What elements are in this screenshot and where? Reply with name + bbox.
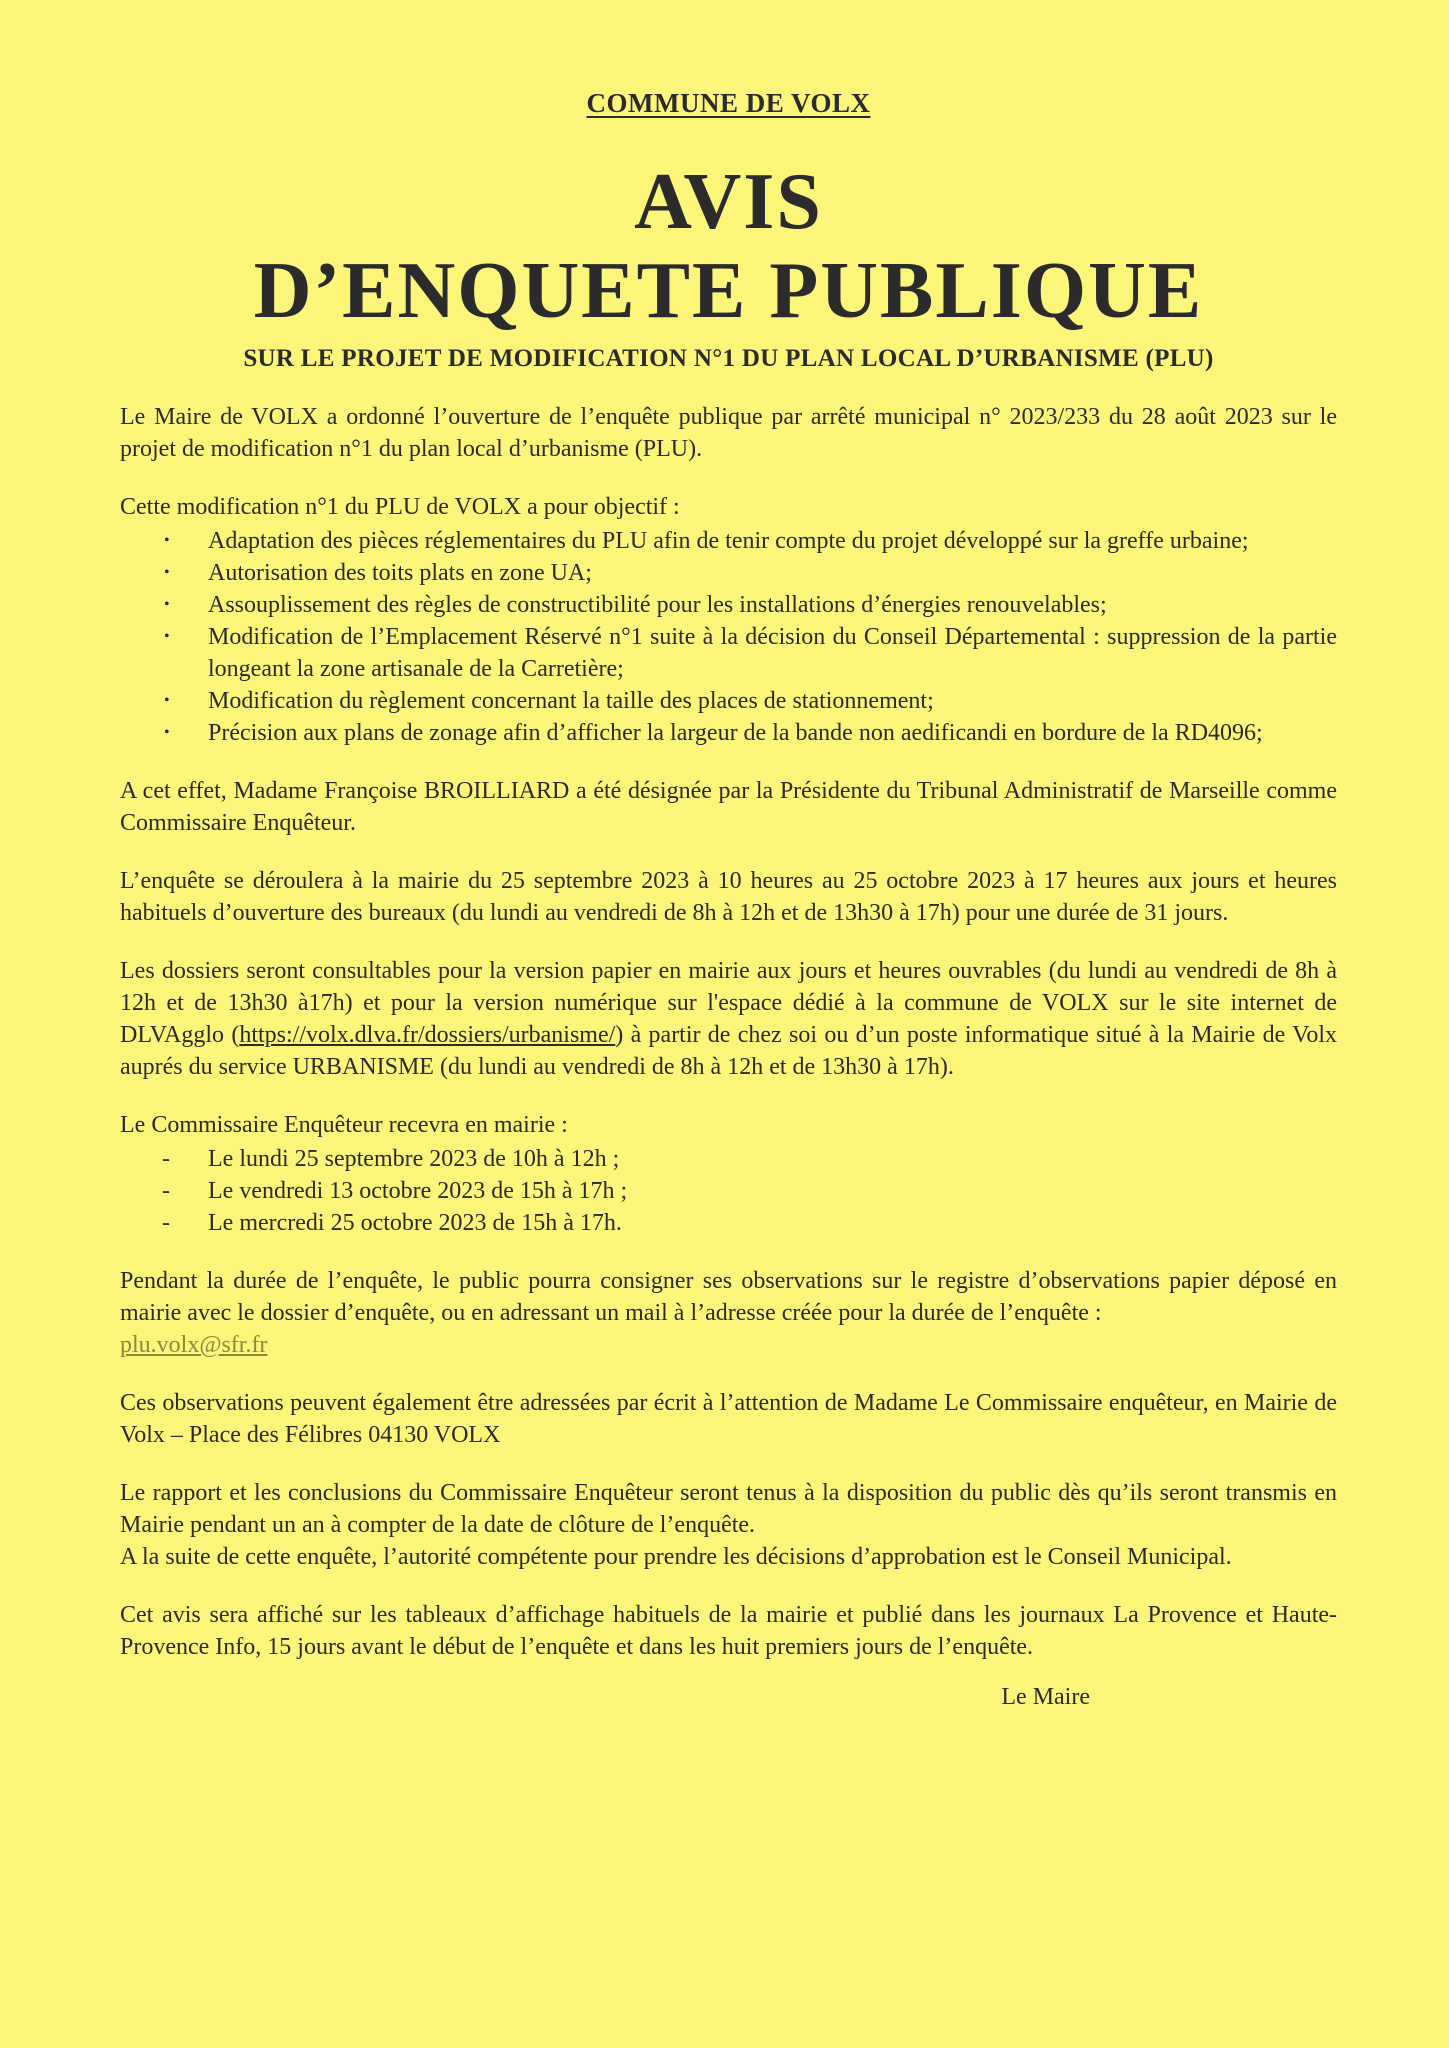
list-item: • Précision aux plans de zonage afin d’afficher la largeur de la bande non aedificandi en bordure de la RD4096; [208,717,1337,749]
dossiers-paragraph [120,955,1337,1083]
commissioner-text: A cet effet, Madame Françoise BROILLIARD a été désignée par la Présidente du Tribunal Administratif de Marseille comme Commissaire Enquêteur. [120,778,1337,836]
intro-paragraph [120,401,1337,465]
authority-text: A la suite de cette enquête, l’autorité compétente pour prendre les décisions d’approbation est le Conseil Municipal. [120,1544,1232,1570]
email-link[interactable]: plu.volx@sfr.fr [120,1332,268,1358]
list-item: • Adaptation des pièces réglementaires du PLU afin de tenir compte du projet développé sur la greffe urbaine; [208,525,1337,557]
publication-text: Cet avis sera affiché sur les tableaux d’affichage habituels de la mairie et publié dans les journaux La Provence et Haute-Provence Info, 15 jours avant le début de l’enquête et dans les huit premiers jours de l’enquête. [120,1602,1337,1660]
objectives-intro: Cette modification n°1 du PLU de VOLX a pour objectif : [120,494,680,520]
observations-paragraph [120,1265,1337,1361]
list-item: • Modification du règlement concernant la taille des places de stationnement; [208,685,1337,717]
commissioner-paragraph [120,775,1337,839]
schedule-text: L’enquête se déroulera à la mairie du 25 septembre 2023 à 10 heures au 25 octobre 2023 à 17 heures aux jours et heures habituels d’ouverture des bureaux (du lundi au vendredi de 8h à 12h et de 13h30 à 17h) pour une durée de 31 jours. [120,868,1337,926]
dossiers-text-part1: Les dossiers seront consultables pour la version papier en mairie aux jours et heures ouvrables (du lundi au vendredi de 8h à 12h et de 13h30 à17h) et pour la version numérique sur l'espace dédié à la commune de VOLX sur le site internet de DLVAgglo ( [120,958,1337,1048]
dossiers-url-link[interactable]: https://volx.dlva.fr/dossiers/urbanisme/ [239,1022,616,1048]
permanences-list [120,1143,1337,1239]
dossiers-text [120,955,1337,1083]
observations-text: Pendant la durée de l’enquête, le public pourra consigner ses observations sur le registre d’observations papier déposé en mairie avec le dossier d’enquête, ou en adressant un mail à l’adresse créée pour la durée de l’enquête : [120,1268,1337,1326]
list-item: • Assouplissement des règles de constructibilité pour les installations d’énergies renouvelables; [208,589,1337,621]
title-avis: AVIS [634,158,823,246]
report-text: Le rapport et les conclusions du Commissaire Enquêteur seront tenus à la disposition du public dès qu’ils seront transmis en Mairie pendant un an à compter de la date de clôture de l’enquête. [120,1480,1337,1538]
dossiers-text-part2: ) à partir de chez soi ou d’un poste informatique situé à la Mairie de Volx auprés du service URBANISME (du lundi au vendredi de 8h à 12h et de 13h30 à 17h). [120,1022,1337,1080]
objectives-list [120,525,1337,749]
signature: Le Maire [1001,1684,1090,1710]
publication-paragraph [120,1599,1337,1663]
list-item: • Autorisation des toits plats en zone UA; [208,557,1337,589]
list-item: - Le lundi 25 septembre 2023 de 10h à 12h ; [208,1143,1337,1175]
written-text: Ces observations peuvent également être adressées par écrit à l’attention de Madame Le Commissaire enquêteur, en Mairie de Volx – Place des Félibres 04130 VOLX [120,1390,1337,1448]
list-item: • Modification de l’Emplacement Réservé n°1 suite à la décision du Conseil Départemental : suppression de la partie longeant la zone artisanale de la Carretière; [208,621,1337,685]
title-enquete-publique: D’ENQUETE PUBLIQUE [253,247,1204,335]
list-item: - Le mercredi 25 octobre 2023 de 15h à 17h. [208,1207,1337,1239]
written-paragraph [120,1387,1337,1451]
email-line [120,1329,1337,1361]
list-item: - Le vendredi 13 octobre 2023 de 15h à 17h ; [208,1175,1337,1207]
schedule-paragraph [120,865,1337,929]
permanences-section [120,1109,1337,1239]
report-paragraph [120,1477,1337,1573]
permanences-intro: Le Commissaire Enquêteur recevra en mairie : [120,1112,568,1138]
objectives-section [120,491,1337,749]
commune-heading: COMMUNE DE VOLX [586,88,871,118]
intro-text: Le Maire de VOLX a ordonné l’ouverture de l’enquête publique par arrêté municipal n° 2023/233 du 28 août 2023 sur le projet de modification n°1 du plan local d’urbanisme (PLU). [120,404,1337,462]
subtitle: SUR LE PROJET DE MODIFICATION N°1 DU PLAN LOCAL D’URBANISME (PLU) [243,345,1214,372]
